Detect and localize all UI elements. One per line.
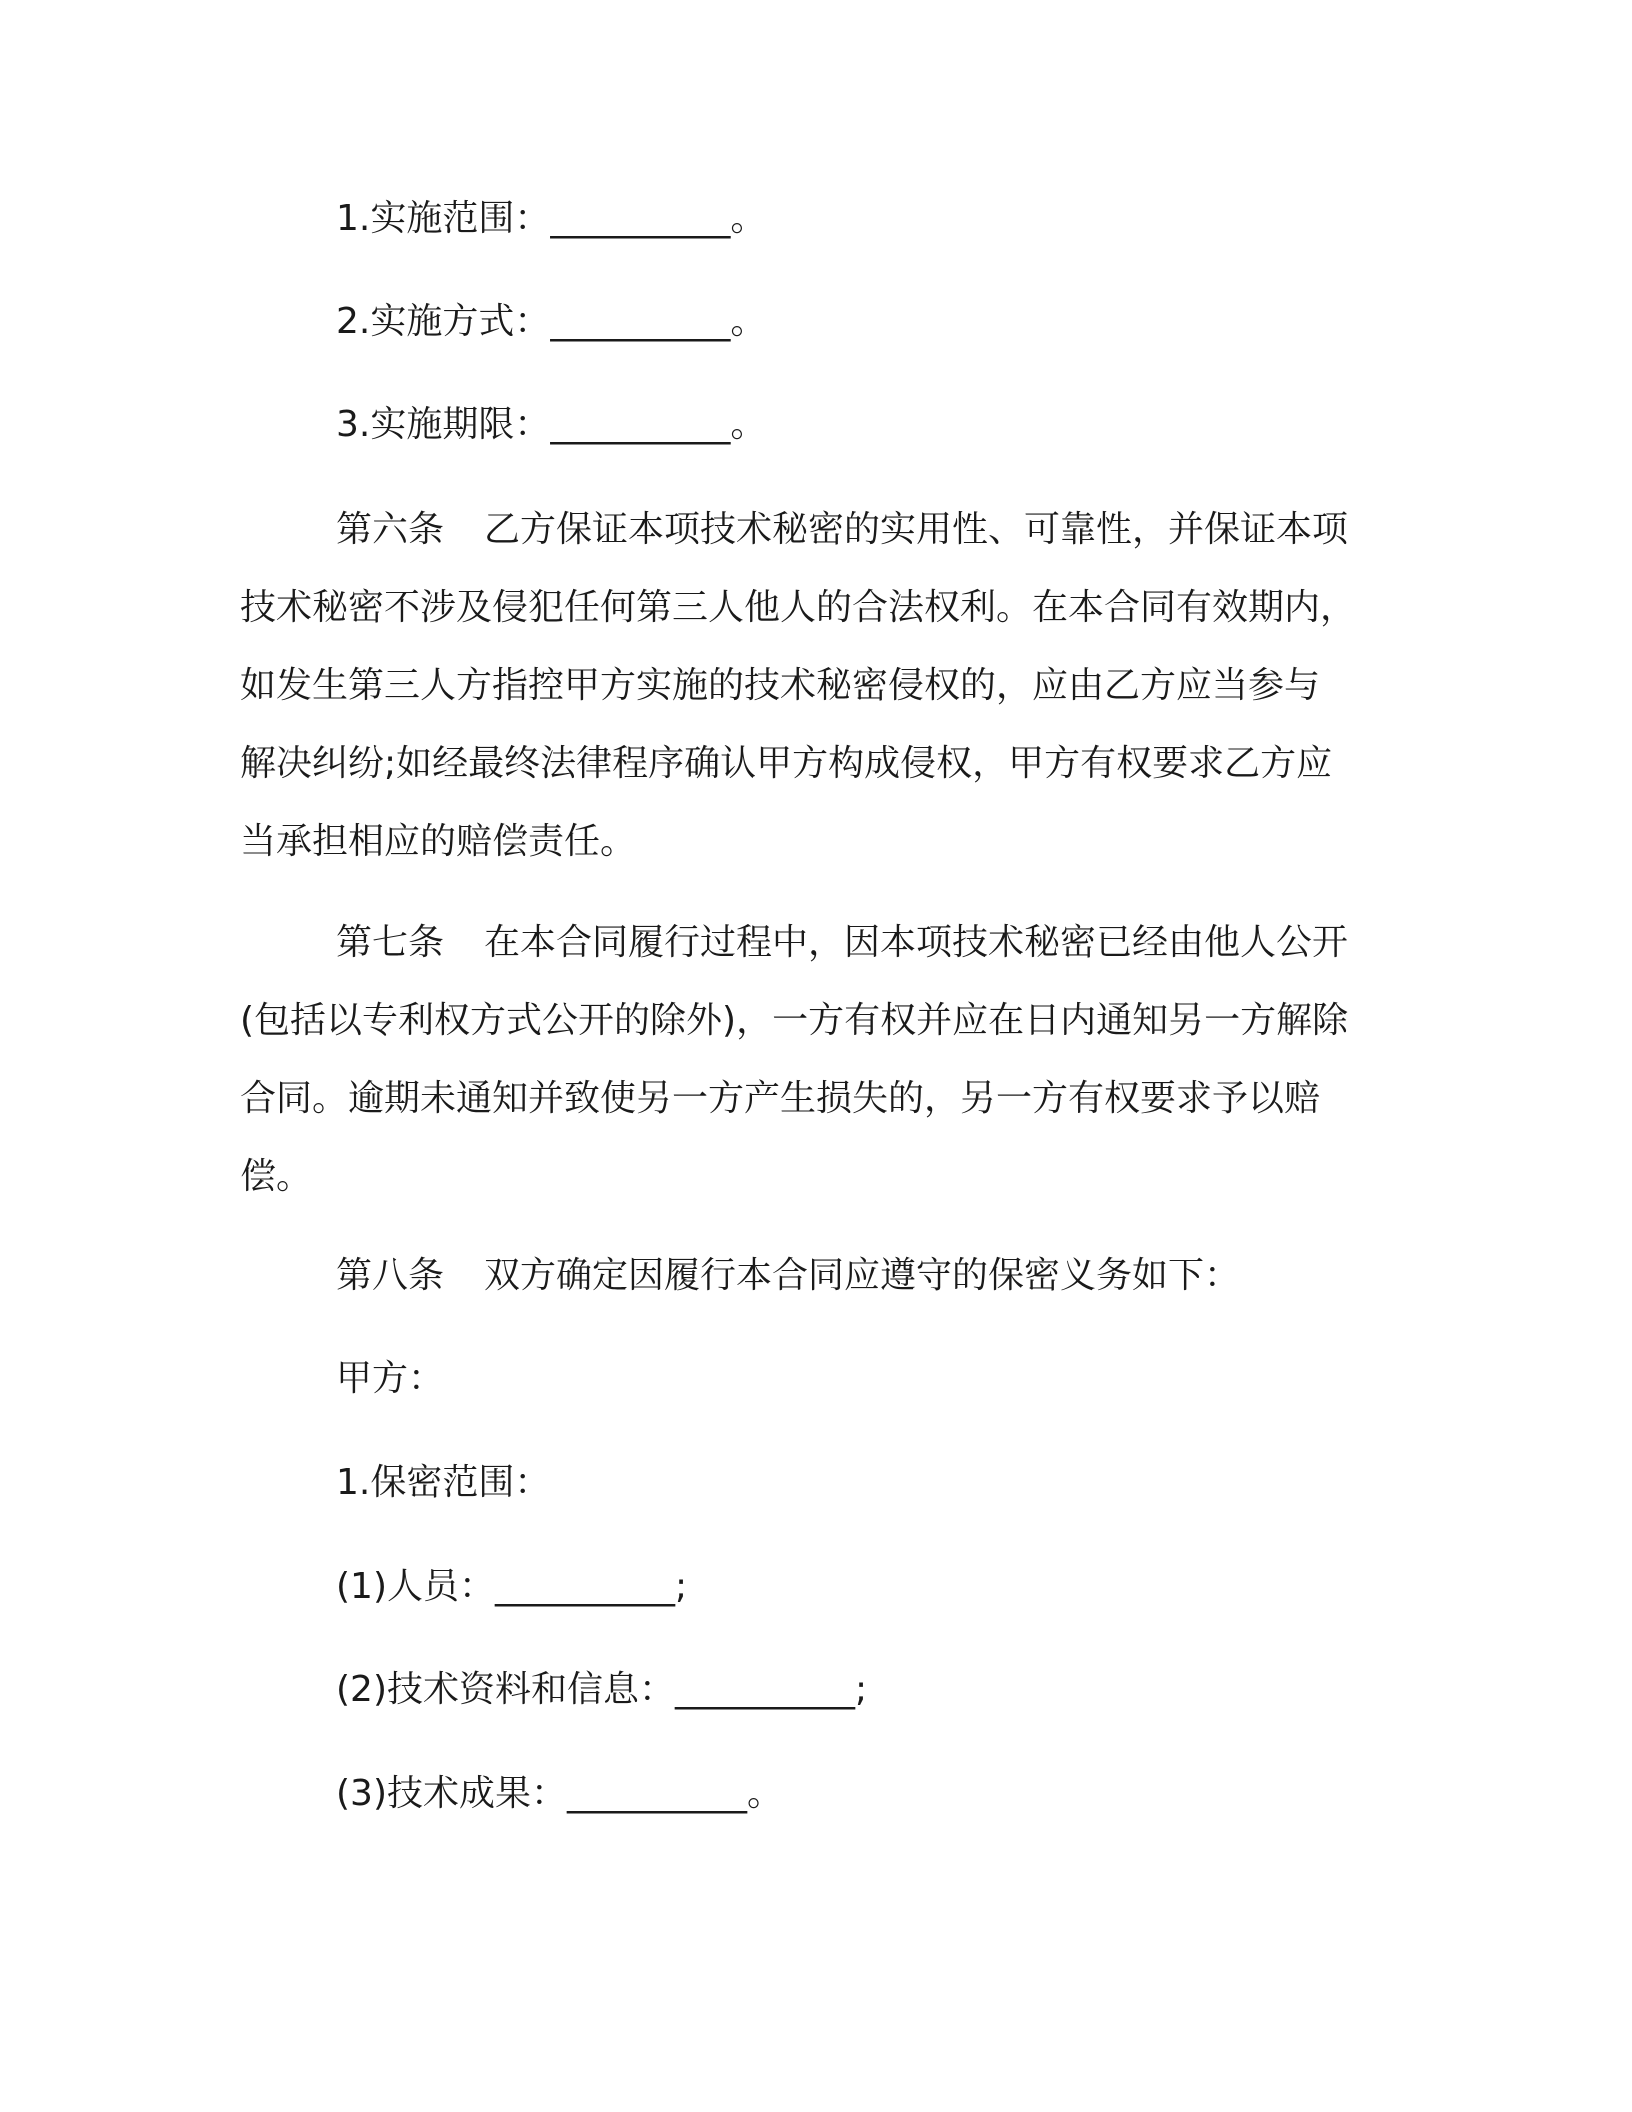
article-6 [240, 491, 1390, 881]
item-implementation-scope: 1.实施范围：__________。 [336, 198, 767, 239]
confidential-personnel: (1)人员：__________; [336, 1566, 688, 1607]
article-6-line-4: 解决纠纷;如经最终法律程序确认甲方构成侵权，甲方有权要求乙方应 [240, 743, 1333, 784]
article-6-heading: 第六条 [336, 509, 445, 550]
party-a-label: 甲方： [336, 1358, 445, 1399]
article-7-line-3: 合同。逾期未通知并致使另一方产生损失的，另一方有权要求予以赔 [240, 1078, 1321, 1119]
article-7-line-4: 偿。 [240, 1156, 313, 1197]
confidential-results: (3)技术成果：__________。 [336, 1773, 783, 1814]
confidentiality-scope-title: 1.保密范围： [336, 1462, 551, 1503]
article-8-heading-line [336, 1237, 1486, 1315]
article-8-heading: 第八条 [336, 1255, 445, 1296]
article-6-text-1: 乙方保证本项技术秘密的实用性、可靠性，并保证本项 [484, 509, 1349, 550]
article-6-line-2: 技术秘密不涉及侵犯任何第三人他人的合法权利。在本合同有效期内， [240, 587, 1357, 628]
article-8-text: 双方确定因履行本合同应遵守的保密义务如下： [484, 1255, 1241, 1296]
article-6-line-5: 当承担相应的赔偿责任。 [240, 821, 637, 862]
article-7-heading: 第七条 [336, 922, 445, 963]
article-7 [240, 904, 1390, 1216]
article-6-line-3: 如发生第三人方指控甲方实施的技术秘密侵权的，应由乙方应当参与 [240, 665, 1321, 706]
item-implementation-term: 3.实施期限：__________。 [336, 404, 767, 445]
article-6-line-1 [240, 491, 1390, 569]
article-7-line-1 [240, 904, 1390, 982]
article-7-line-2: (包括以专利权方式公开的除外)，一方有权并应在日内通知另一方解除 [240, 1000, 1349, 1041]
article-7-text-1: 在本合同履行过程中，因本项技术秘密已经由他人公开 [484, 922, 1349, 963]
confidential-materials: (2)技术资料和信息：__________; [336, 1669, 868, 1710]
item-implementation-method: 2.实施方式：__________。 [336, 301, 767, 342]
